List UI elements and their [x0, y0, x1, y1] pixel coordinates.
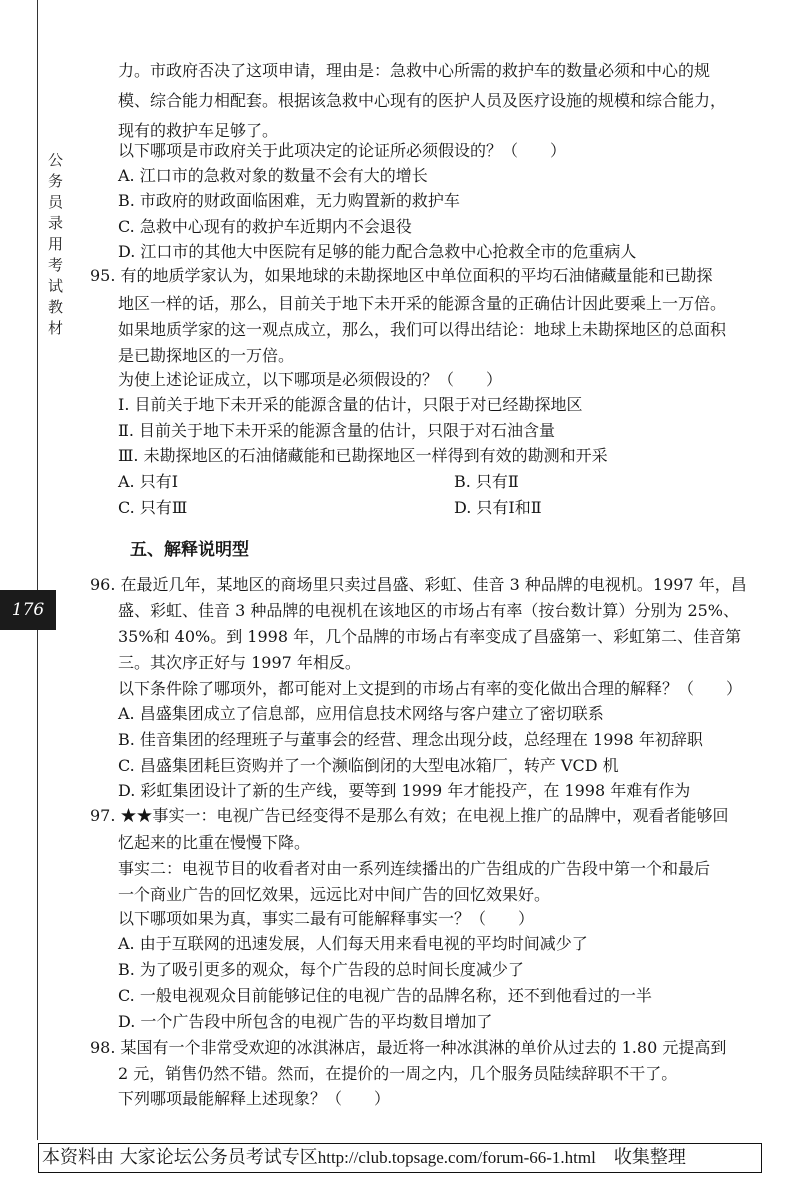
margin-rule — [37, 0, 38, 1140]
text-line: B. 市政府的财政面临困难，无力购置新的救护车 — [118, 191, 460, 210]
text-line: 96. 在最近几年，某地区的商场里只卖过昌盛、彩虹、佳音 3 种品牌的电视机。1997 年，昌 — [90, 575, 747, 594]
text-line: 下列哪项最能解释上述现象？（ ） — [118, 1089, 391, 1108]
text-line: 模、综合能力相配套。根据该急救中心现有的医护人员及医疗设施的规模和综合能力， — [118, 91, 727, 110]
page-number-tab: 176 — [0, 590, 56, 630]
text-line: 一个商业广告的回忆效果，远远比对中间广告的回忆效果好。 — [118, 885, 551, 904]
text-line: Ⅱ. 目前关于地下未开采的能源含量的估计，只限于对石油含量 — [118, 421, 556, 440]
text-line: 98. 某国有一个非常受欢迎的冰淇淋店，最近将一种冰淇淋的单价从过去的 1.80 元提高到 — [90, 1038, 727, 1057]
text-line: 以下哪项是市政府关于此项决定的论证所必须假设的？（ ） — [118, 141, 567, 160]
text-line: D. 彩虹集团设计了新的生产线，要等到 1999 年才能投产，在 1998 年难有作为 — [118, 781, 691, 800]
text-line: 现有的救护车足够了。 — [118, 121, 279, 140]
text-line: 力。市政府否决了这项申请，理由是：急救中心所需的救护车的数量必须和中心的规 — [118, 61, 711, 80]
text-line: C. 昌盛集团耗巨资购并了一个濒临倒闭的大型电冰箱厂，转产 VCD 机 — [118, 756, 619, 775]
text-line: 盛、彩虹、佳音 3 种品牌的电视机在该地区的市场占有率（按台数计算）分别为 25%、 — [118, 601, 740, 620]
text-line: 35%和 40%。到 1998 年，几个品牌的市场占有率变成了昌盛第一、彩虹第二、佳音第 — [118, 627, 742, 646]
footer-banner — [38, 1143, 762, 1173]
text-line: 以下哪项如果为真，事实二最有可能解释事实一？（ ） — [118, 909, 535, 928]
text-line: B. 为了吸引更多的观众，每个广告段的总时间长度减少了 — [118, 960, 524, 979]
footer-url-link[interactable]: http://club.topsage.com/forum-66-1.html — [317, 1148, 596, 1167]
text-line: 95. 有的地质学家认为，如果地球的未勘探地区中单位面积的平均石油储藏量能和已勘探 — [90, 266, 713, 285]
text-line: A. 只有Ⅰ — [118, 472, 179, 491]
text-line: 以下条件除了哪项外，都可能对上文提到的市场占有率的变化做出合理的解释？（ ） — [118, 679, 743, 698]
text-line: D. 只有Ⅰ和Ⅱ — [454, 498, 542, 517]
text-line: 地区一样的话，那么，目前关于地下未开采的能源含量的正确估计因此要乘上一万倍。 — [118, 294, 727, 313]
footer-prefix: 本资料由 大家论坛公务员考试专区 — [42, 1147, 318, 1168]
text-line: C. 只有Ⅲ — [118, 498, 188, 517]
text-line: C. 急救中心现有的救护车近期内不会退役 — [118, 217, 412, 236]
text-line: 忆起来的比重在慢慢下降。 — [118, 833, 311, 852]
text-line: 三。其次序正好与 1997 年相反。 — [118, 653, 361, 672]
text-line: B. 只有Ⅱ — [454, 472, 519, 491]
text-line: Ⅲ. 未勘探地区的石油储藏能和已勘探地区一样得到有效的勘测和开采 — [118, 446, 608, 465]
text-line: 如果地质学家的这一观点成立，那么，我们可以得出结论：地球上未勘探地区的总面积 — [118, 320, 727, 339]
text-line: C. 一般电视观众目前能够记住的电视广告的品牌名称，还不到他看过的一半 — [118, 986, 652, 1005]
section-heading: 五、解释说明型 — [130, 540, 249, 560]
text-line: A. 昌盛集团成立了信息部，应用信息技术网络与客户建立了密切联系 — [118, 704, 604, 723]
text-line: 是已勘探地区的一万倍。 — [118, 346, 295, 365]
side-caption: 公务员录用考试教材 — [46, 152, 64, 341]
text-line: D. 一个广告段中所包含的电视广告的平均数目增加了 — [118, 1012, 493, 1031]
text-line: 为使上述论证成立，以下哪项是必须假设的？（ ） — [118, 370, 503, 389]
text-line: B. 佳音集团的经理班子与董事会的经营、理念出现分歧，总经理在 1998 年初辞职 — [118, 730, 703, 749]
text-line: 2 元，销售仍然不错。然而，在提价的一周之内，几个服务员陆续辞职不干了。 — [118, 1064, 678, 1083]
text-line: A. 江口市的急救对象的数量不会有大的增长 — [118, 166, 428, 185]
footer-suffix: 收集整理 — [595, 1147, 686, 1168]
text-line: 97. ★★事实一：电视广告已经变得不是那么有效；在电视上推广的品牌中，观看者能够回 — [90, 806, 729, 825]
text-line: 事实二：电视节目的收看者对由一系列连续播出的广告组成的广告段中第一个和最后 — [118, 859, 711, 878]
text-line: D. 江口市的其他大中医院有足够的能力配合急救中心抢救全市的危重病人 — [118, 242, 637, 261]
text-line: A. 由于互联网的迅速发展，人们每天用来看电视的平均时间减少了 — [118, 934, 588, 953]
text-line: Ⅰ. 目前关于地下未开采的能源含量的估计，只限于对已经勘探地区 — [118, 395, 583, 414]
